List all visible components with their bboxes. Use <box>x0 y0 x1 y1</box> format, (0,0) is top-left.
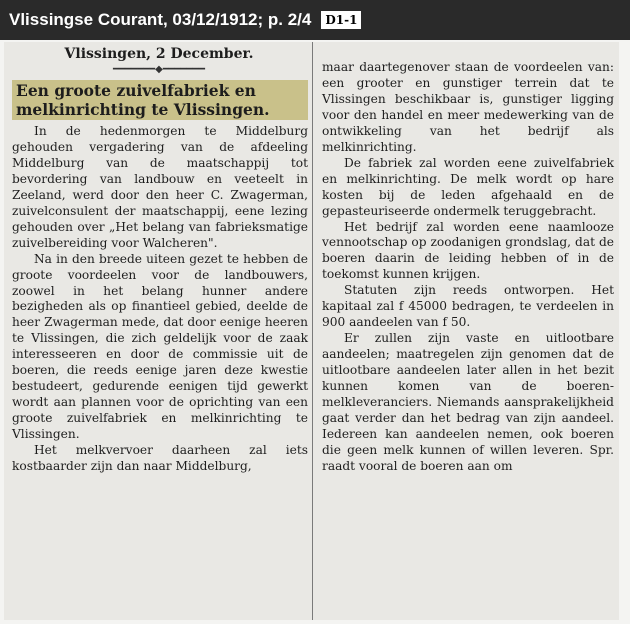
article-headline: Een groote zuivelfabriek en melkinrichting te Vlissingen. <box>12 80 308 120</box>
paragraph-6: Het bedrijf zal worden eene naamlooze vennootschap op zoodanigen grondslag, dat de boeren daarin de leiding hebben of in de toekomst kunnen krijgen. <box>322 219 614 282</box>
paragraph-4: maar daartegenover staan de voordeelen van: een grooter en gunstiger terrein dat te Vlissingen beschikbaar is, gunstiger ligging voor den handel en meer medewerking van de ontwikkeling van het bedrijf als melkinrichting. <box>322 60 614 154</box>
column-divider <box>312 42 313 620</box>
paragraph-7: Statuten zijn reeds ontworpen. Het kapitaal zal f 45000 bedragen, te verdeelen in 900 aandeelen van f 50. <box>322 283 614 330</box>
title-bar <box>0 0 630 40</box>
left-column <box>8 42 310 620</box>
paragraph-8: Er zullen zijn vaste en uitlootbare aandeelen; maatregelen zijn genomen dat de uitlootbare aandeelen later allen in het bezit kunnen komen van de boeren-melkleveranciers. Niemands aansprakelijkheid gaat verder dan het bedrag van zijn aandeel. Iedereen kan aandeelen nemen, ook boeren die geen melk kunnen of willen leveren. Spr. raadt vooral de boeren aan om <box>322 331 614 473</box>
document-tag: D1-1 <box>321 11 361 29</box>
ornament-divider: ━━━━━━━◆━━━━━━━ <box>113 64 205 75</box>
dateline: Vlissingen, 2 December. <box>64 46 254 62</box>
right-column <box>318 60 616 620</box>
paragraph-5: De fabriek zal worden eene zuivelfabriek en melkinrichting. De melk wordt op hare kosten bij de leden afgehaald en de gepasteuriseerde ondermelk teruggebracht. <box>322 155 614 218</box>
paragraph-2: Na in den breede uiteen gezet te hebben de groote voordeelen voor de landbouwers, zoowel in het belang hunner andere bezigheden als op finantieel gebied, deelde de heer Zwagerman mede, dat door eenige heeren te Vlissingen, die zich geldelijk voor de zaak interesseeren en door de commissie uit de boeren, die reeds eenige jaren deze kwestie bestudeert, gedurende eenigen tijd gewerkt wordt aan plannen voor de oprichting van een groote zuivelfabriek en melkinrichting te Vlissingen. <box>12 251 308 442</box>
paragraph-1: In de hedenmorgen te Middelburg gehouden vergadering van de afdeeling Middelburg van de maatschappij tot bevordering van landbouw en veeteelt in Zeeland, werd door den heer C. Zwagerman, zuivelconsulent der maatschappij, eene lezing gehouden over „Het belang van fabrieksmatige zuivelbereiding voor Walcheren". <box>12 124 308 250</box>
paragraph-3: Het melkvervoer daarheen zal iets kostbaarder zijn dan naar Middelburg, <box>12 443 308 474</box>
document-title: Vlissingse Courant, 03/12/1912; p. 2/4 <box>9 10 312 29</box>
newspaper-clipping <box>4 42 619 620</box>
